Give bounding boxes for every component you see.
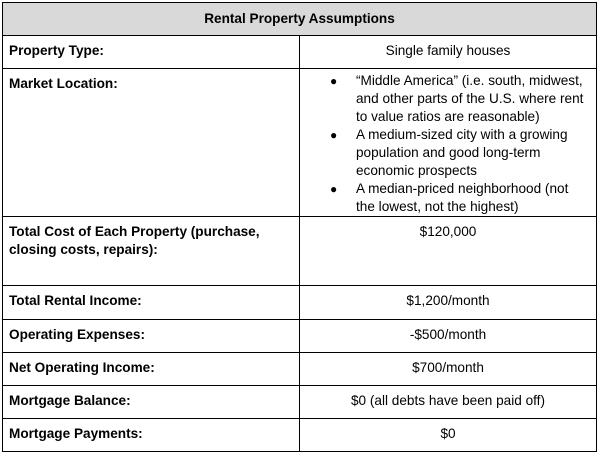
row-value: Single family houses xyxy=(300,36,597,69)
table-row-rental-income xyxy=(3,286,597,320)
row-value: $0 (all debts have been paid off) xyxy=(300,386,597,419)
row-value xyxy=(300,69,597,217)
table-row-mortgage-payments xyxy=(3,419,597,452)
list-item xyxy=(330,180,590,216)
row-value: $0 xyxy=(300,419,597,452)
row-label: Operating Expenses: xyxy=(3,320,300,353)
row-value: -$500/month xyxy=(300,320,597,353)
table-row-mortgage-balance xyxy=(3,386,597,419)
row-value: $120,000 xyxy=(300,217,597,286)
row-label: Net Operating Income: xyxy=(3,353,300,386)
table-row-market-location xyxy=(3,69,597,217)
table-row-property-type xyxy=(3,36,597,69)
list-item-text: “Middle America” (i.e. south, midwest, and other parts of the U.S. where rent to value ratios are reasonable) xyxy=(356,73,584,124)
list-item-text: A median-priced neighborhood (not the lowest, not the highest) xyxy=(356,181,569,214)
bullet-dot-icon: ● xyxy=(330,128,338,142)
bullet-dot-icon: ● xyxy=(330,182,338,196)
list-item xyxy=(330,72,590,126)
row-value: $700/month xyxy=(300,353,597,386)
bullet-dot-icon: ● xyxy=(330,74,338,88)
row-label: Total Rental Income: xyxy=(3,286,300,320)
row-label: Mortgage Balance: xyxy=(3,386,300,419)
table-title: Rental Property Assumptions xyxy=(3,3,597,36)
table-row-total-cost xyxy=(3,217,597,286)
list-item xyxy=(330,126,590,180)
market-location-list xyxy=(306,72,590,216)
table-header-row xyxy=(3,3,597,36)
table-row-net-operating-income xyxy=(3,353,597,386)
rental-assumptions-table xyxy=(2,2,597,452)
row-value: $1,200/month xyxy=(300,286,597,320)
list-item-text: A medium-sized city with a growing population and good long-term economic prospects xyxy=(356,127,568,178)
row-label: Property Type: xyxy=(3,36,300,69)
row-label: Market Location: xyxy=(3,69,300,217)
table-row-operating-expenses xyxy=(3,320,597,353)
row-label: Total Cost of Each Property (purchase, closing costs, repairs): xyxy=(3,217,300,286)
row-label: Mortgage Payments: xyxy=(3,419,300,452)
